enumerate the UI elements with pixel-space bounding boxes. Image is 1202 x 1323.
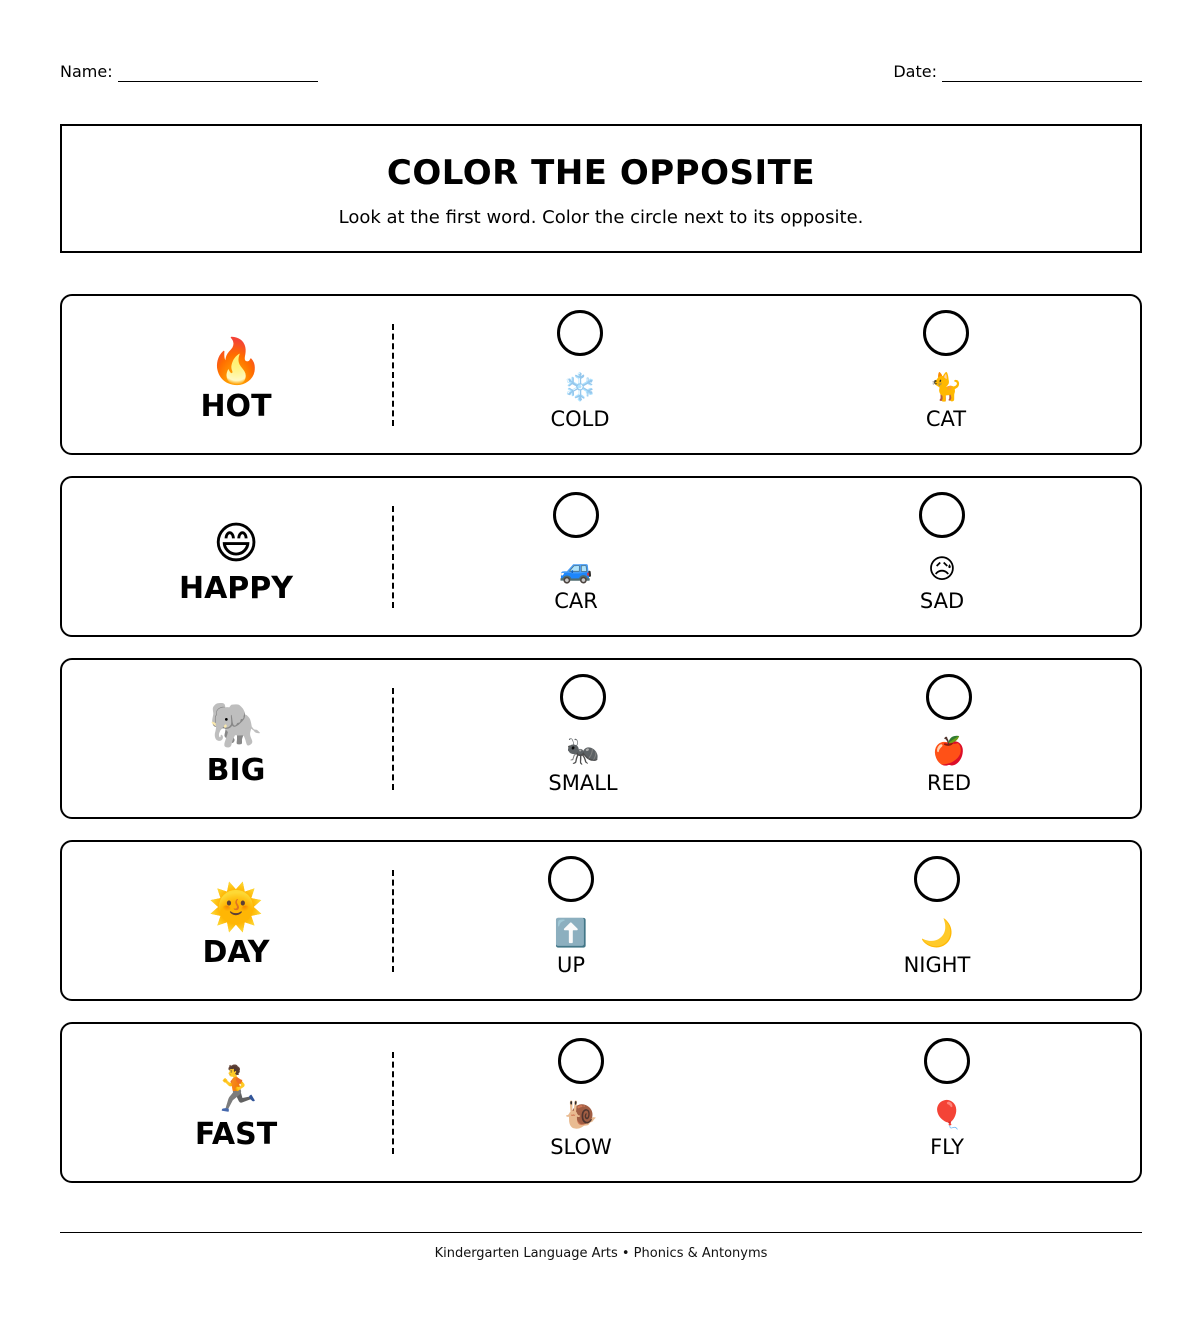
elephant-icon: 🐘 xyxy=(208,699,264,751)
answer-circle[interactable] xyxy=(924,1038,970,1084)
answer-circle[interactable] xyxy=(923,310,969,356)
exercise-row-hot xyxy=(60,294,1142,455)
worksheet-header xyxy=(60,124,1142,253)
dashed-divider xyxy=(392,1052,394,1154)
option-label: CAT xyxy=(925,407,967,431)
option-slow xyxy=(481,1038,681,1160)
option-label: NIGHT xyxy=(903,953,971,977)
prompt-word-group xyxy=(136,296,336,453)
student-info-fields xyxy=(60,62,1142,82)
answer-circle[interactable] xyxy=(926,674,972,720)
date-label: Date: xyxy=(893,62,937,81)
cat-icon: 🐈 xyxy=(929,372,963,403)
exercise-row-day xyxy=(60,840,1142,1001)
up-arrow-icon: ⬆️ xyxy=(554,918,588,949)
car-icon: 🚙 xyxy=(559,554,593,585)
option-label: RED xyxy=(926,771,972,795)
dashed-divider xyxy=(392,324,394,426)
option-cat xyxy=(846,310,1046,432)
answer-circle[interactable] xyxy=(558,1038,604,1084)
footer-text: Kindergarten Language Arts • Phonics & Antonyms xyxy=(434,1246,768,1261)
sad-face-icon: 😥 xyxy=(927,554,957,585)
option-cold xyxy=(480,310,680,432)
answer-circle[interactable] xyxy=(914,856,960,902)
option-night xyxy=(837,856,1037,978)
name-label: Name: xyxy=(60,62,113,81)
option-sad xyxy=(842,492,1042,614)
runner-icon: 🏃 xyxy=(208,1063,264,1115)
prompt-word: HAPPY xyxy=(178,570,294,606)
exercise-row-big xyxy=(60,658,1142,819)
option-small xyxy=(483,674,683,796)
prompt-word-group xyxy=(136,478,336,635)
page-title: COLOR THE OPPOSITE xyxy=(386,153,816,193)
date-field xyxy=(893,62,1142,82)
crescent-moon-icon: 🌙 xyxy=(920,918,954,949)
prompt-word: BIG xyxy=(206,752,266,788)
snowflake-icon: ❄️ xyxy=(563,372,597,403)
option-car xyxy=(476,492,676,614)
ant-icon: 🐜 xyxy=(566,736,600,767)
prompt-word-group xyxy=(136,842,336,999)
option-up xyxy=(471,856,671,978)
option-label: COLD xyxy=(550,407,610,431)
balloon-icon: 🎈 xyxy=(930,1100,964,1131)
prompt-word: DAY xyxy=(202,934,270,970)
footer-divider xyxy=(60,1232,1142,1233)
prompt-word: HOT xyxy=(200,388,272,424)
answer-circle[interactable] xyxy=(560,674,606,720)
option-label: SLOW xyxy=(550,1135,612,1159)
option-red xyxy=(849,674,1049,796)
answer-circle[interactable] xyxy=(553,492,599,538)
prompt-word: FAST xyxy=(194,1116,278,1152)
fire-icon: 🔥 xyxy=(208,335,264,387)
option-label: UP xyxy=(556,953,586,977)
option-fly xyxy=(847,1038,1047,1160)
instructions: Look at the first word. Color the circle next to its opposite. xyxy=(338,207,864,228)
dashed-divider xyxy=(392,870,394,972)
option-label: CAR xyxy=(554,589,598,613)
smiling-face-icon: 😄 xyxy=(213,517,259,569)
exercise-row-happy xyxy=(60,476,1142,637)
dashed-divider xyxy=(392,506,394,608)
prompt-word-group xyxy=(136,1024,336,1181)
date-write-line[interactable] xyxy=(942,66,1142,82)
prompt-word-group xyxy=(136,660,336,817)
answer-circle[interactable] xyxy=(919,492,965,538)
option-label: FLY xyxy=(930,1135,964,1159)
apple-icon: 🍎 xyxy=(932,736,966,767)
exercise-row-fast xyxy=(60,1022,1142,1183)
dashed-divider xyxy=(392,688,394,790)
answer-circle[interactable] xyxy=(557,310,603,356)
snail-icon: 🐌 xyxy=(564,1100,598,1131)
name-write-line[interactable] xyxy=(118,66,318,82)
option-label: SMALL xyxy=(548,771,618,795)
sun-icon: 🌞 xyxy=(208,881,264,933)
option-label: SAD xyxy=(919,589,965,613)
name-field xyxy=(60,62,318,82)
answer-circle[interactable] xyxy=(548,856,594,902)
